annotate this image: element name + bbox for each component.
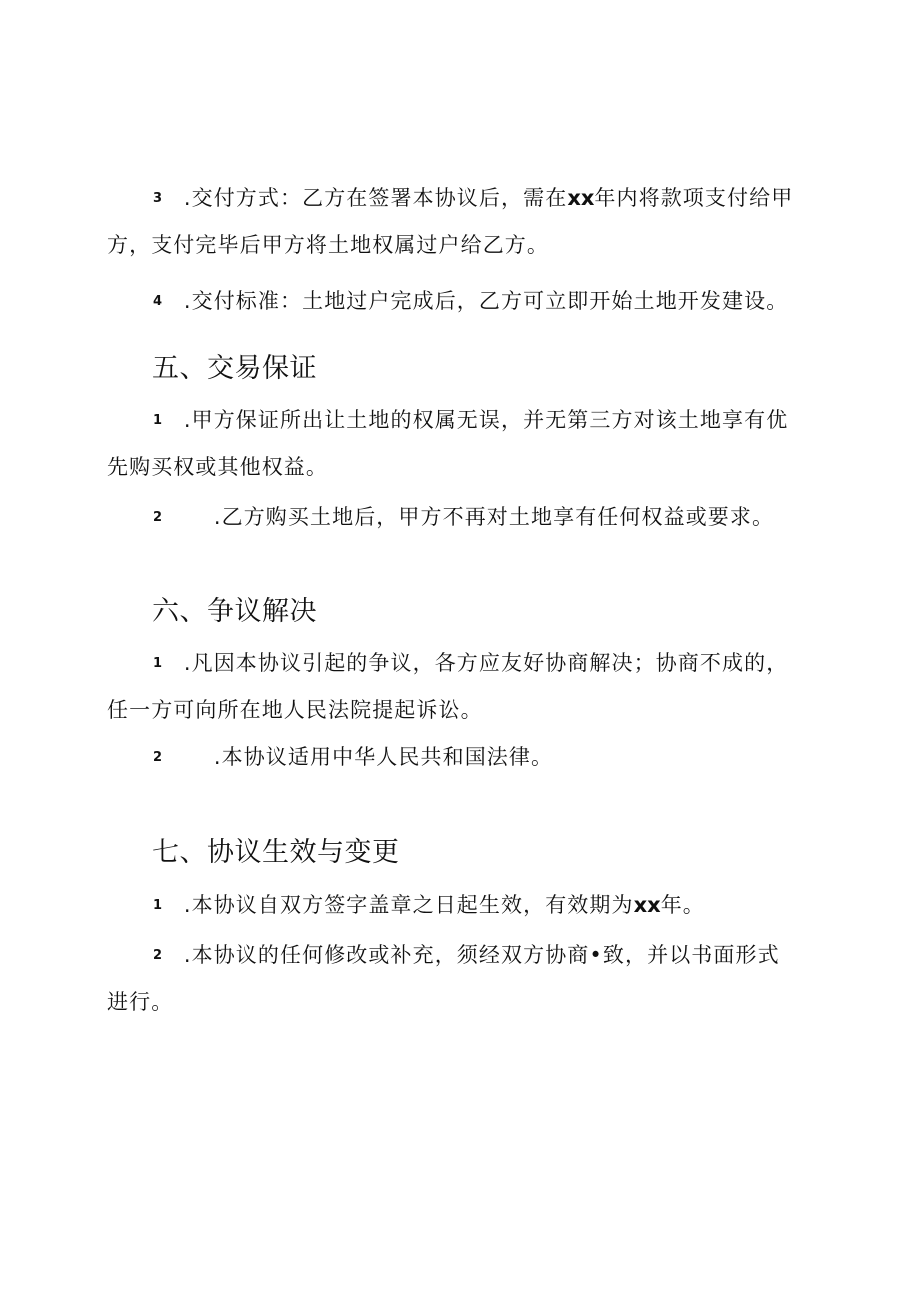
list-item	[153, 940, 780, 971]
item-number: 1	[153, 413, 163, 428]
item-text: 本协议自双方签字盖章之日起生效，有效期为	[191, 893, 634, 917]
list-item	[153, 183, 793, 214]
section-heading: 七、协议生效与变更	[152, 837, 400, 868]
item-number: 3	[153, 191, 163, 206]
item-separator: .	[183, 943, 192, 967]
list-item	[153, 648, 788, 679]
item-number: 4	[153, 294, 163, 309]
item-continuation: 进行。	[107, 990, 174, 1014]
placeholder-value: xx	[633, 893, 661, 917]
list-item	[153, 742, 553, 773]
item-number: 1	[153, 656, 163, 671]
list-item	[153, 405, 788, 436]
item-separator: .	[183, 651, 192, 675]
item-text: 年内将款项支付给甲	[594, 186, 794, 210]
section-heading: 六、争议解决	[152, 596, 317, 627]
item-continuation: 任一方可向所在地人民法院提起诉讼。	[107, 698, 483, 722]
item-separator: .	[183, 893, 192, 917]
item-separator: .	[183, 289, 192, 313]
item-continuation: 方，支付完毕后甲方将土地权属过户给乙方。	[107, 233, 549, 257]
item-text: 凡因本协议引起的争议，各方应友好协商解决；协商不成的，	[191, 651, 789, 675]
placeholder-value: xx	[567, 186, 595, 210]
item-number: 1	[153, 898, 163, 913]
item-text: 本协议适用中华人民共和国法律。	[221, 745, 554, 769]
item-number: 2	[153, 750, 163, 765]
list-item	[153, 502, 774, 533]
item-text: 甲方保证所出让土地的权属无误，并无第三方对该土地享有优	[191, 408, 789, 432]
list-item	[153, 286, 788, 317]
item-text: 年。	[660, 893, 705, 917]
section-heading: 五、交易保证	[152, 353, 317, 384]
list-item	[153, 890, 705, 921]
item-continuation: 先购买权或其他权益。	[107, 455, 328, 479]
item-text: 交付标准：土地过户完成后，乙方可立即开始土地开发建设。	[191, 289, 789, 313]
item-separator: .	[213, 505, 222, 529]
item-text: 本协议的任何修改或补充，须经双方协商•致，并以书面形式	[191, 943, 780, 967]
item-separator: .	[183, 408, 192, 432]
item-separator: .	[213, 745, 222, 769]
item-number: 2	[153, 948, 163, 963]
item-separator: .	[183, 186, 192, 210]
item-number: 2	[153, 510, 163, 525]
item-text: 乙方购买土地后，甲方不再对土地享有任何权益或要求。	[221, 505, 775, 529]
item-text: 交付方式：乙方在签署本协议后，需在	[191, 186, 568, 210]
